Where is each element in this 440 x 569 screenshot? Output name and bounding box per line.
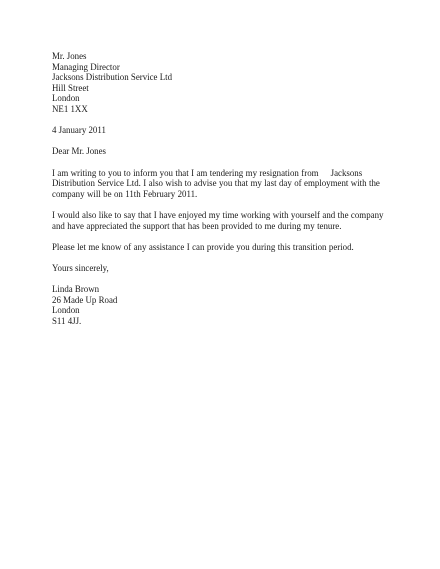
body-paragraph-3: Please let me know of any assistance I can provide you during this transition period.	[52, 241, 354, 252]
spacer	[52, 252, 392, 263]
recipient-postcode: NE1 1XX	[52, 103, 88, 114]
spacer	[52, 115, 392, 126]
body-paragraph-1: I am writing to you to inform you that I am tendering my resignation from Jacksons Distribution Service Ltd. I also wish to advise you that my last day of employment with the company will be on 11th February 2011.	[52, 167, 383, 199]
recipient-name: Mr. Jones	[52, 51, 87, 61]
sender-name: Linda Brown	[52, 284, 100, 295]
spacer	[52, 136, 392, 147]
spacer	[52, 231, 392, 242]
sender-postcode: S11 4JJ.	[52, 315, 82, 326]
recipient-city: London	[52, 93, 80, 104]
recipient-company: Jacksons Distribution Service Ltd	[52, 72, 173, 83]
recipient-street: Hill Street	[52, 82, 89, 93]
letter-date: 4 January 2011	[52, 125, 106, 136]
spacer	[52, 199, 392, 210]
body-paragraph-2: I would also like to say that I have enjoyed my time working with yourself and the company and have appreciated the support that has been provided to me during my tenure.	[52, 209, 384, 231]
spacer	[52, 273, 392, 284]
closing: Yours sincerely,	[52, 262, 109, 273]
salutation: Dear Mr. Jones	[52, 146, 106, 157]
recipient-title: Managing Director	[52, 61, 120, 72]
sender-block	[52, 284, 392, 326]
spacer	[52, 157, 392, 168]
recipient-address	[52, 51, 392, 115]
sender-street: 26 Made Up Road	[52, 294, 118, 305]
resignation-letter	[52, 51, 392, 326]
sender-city: London	[52, 305, 80, 316]
